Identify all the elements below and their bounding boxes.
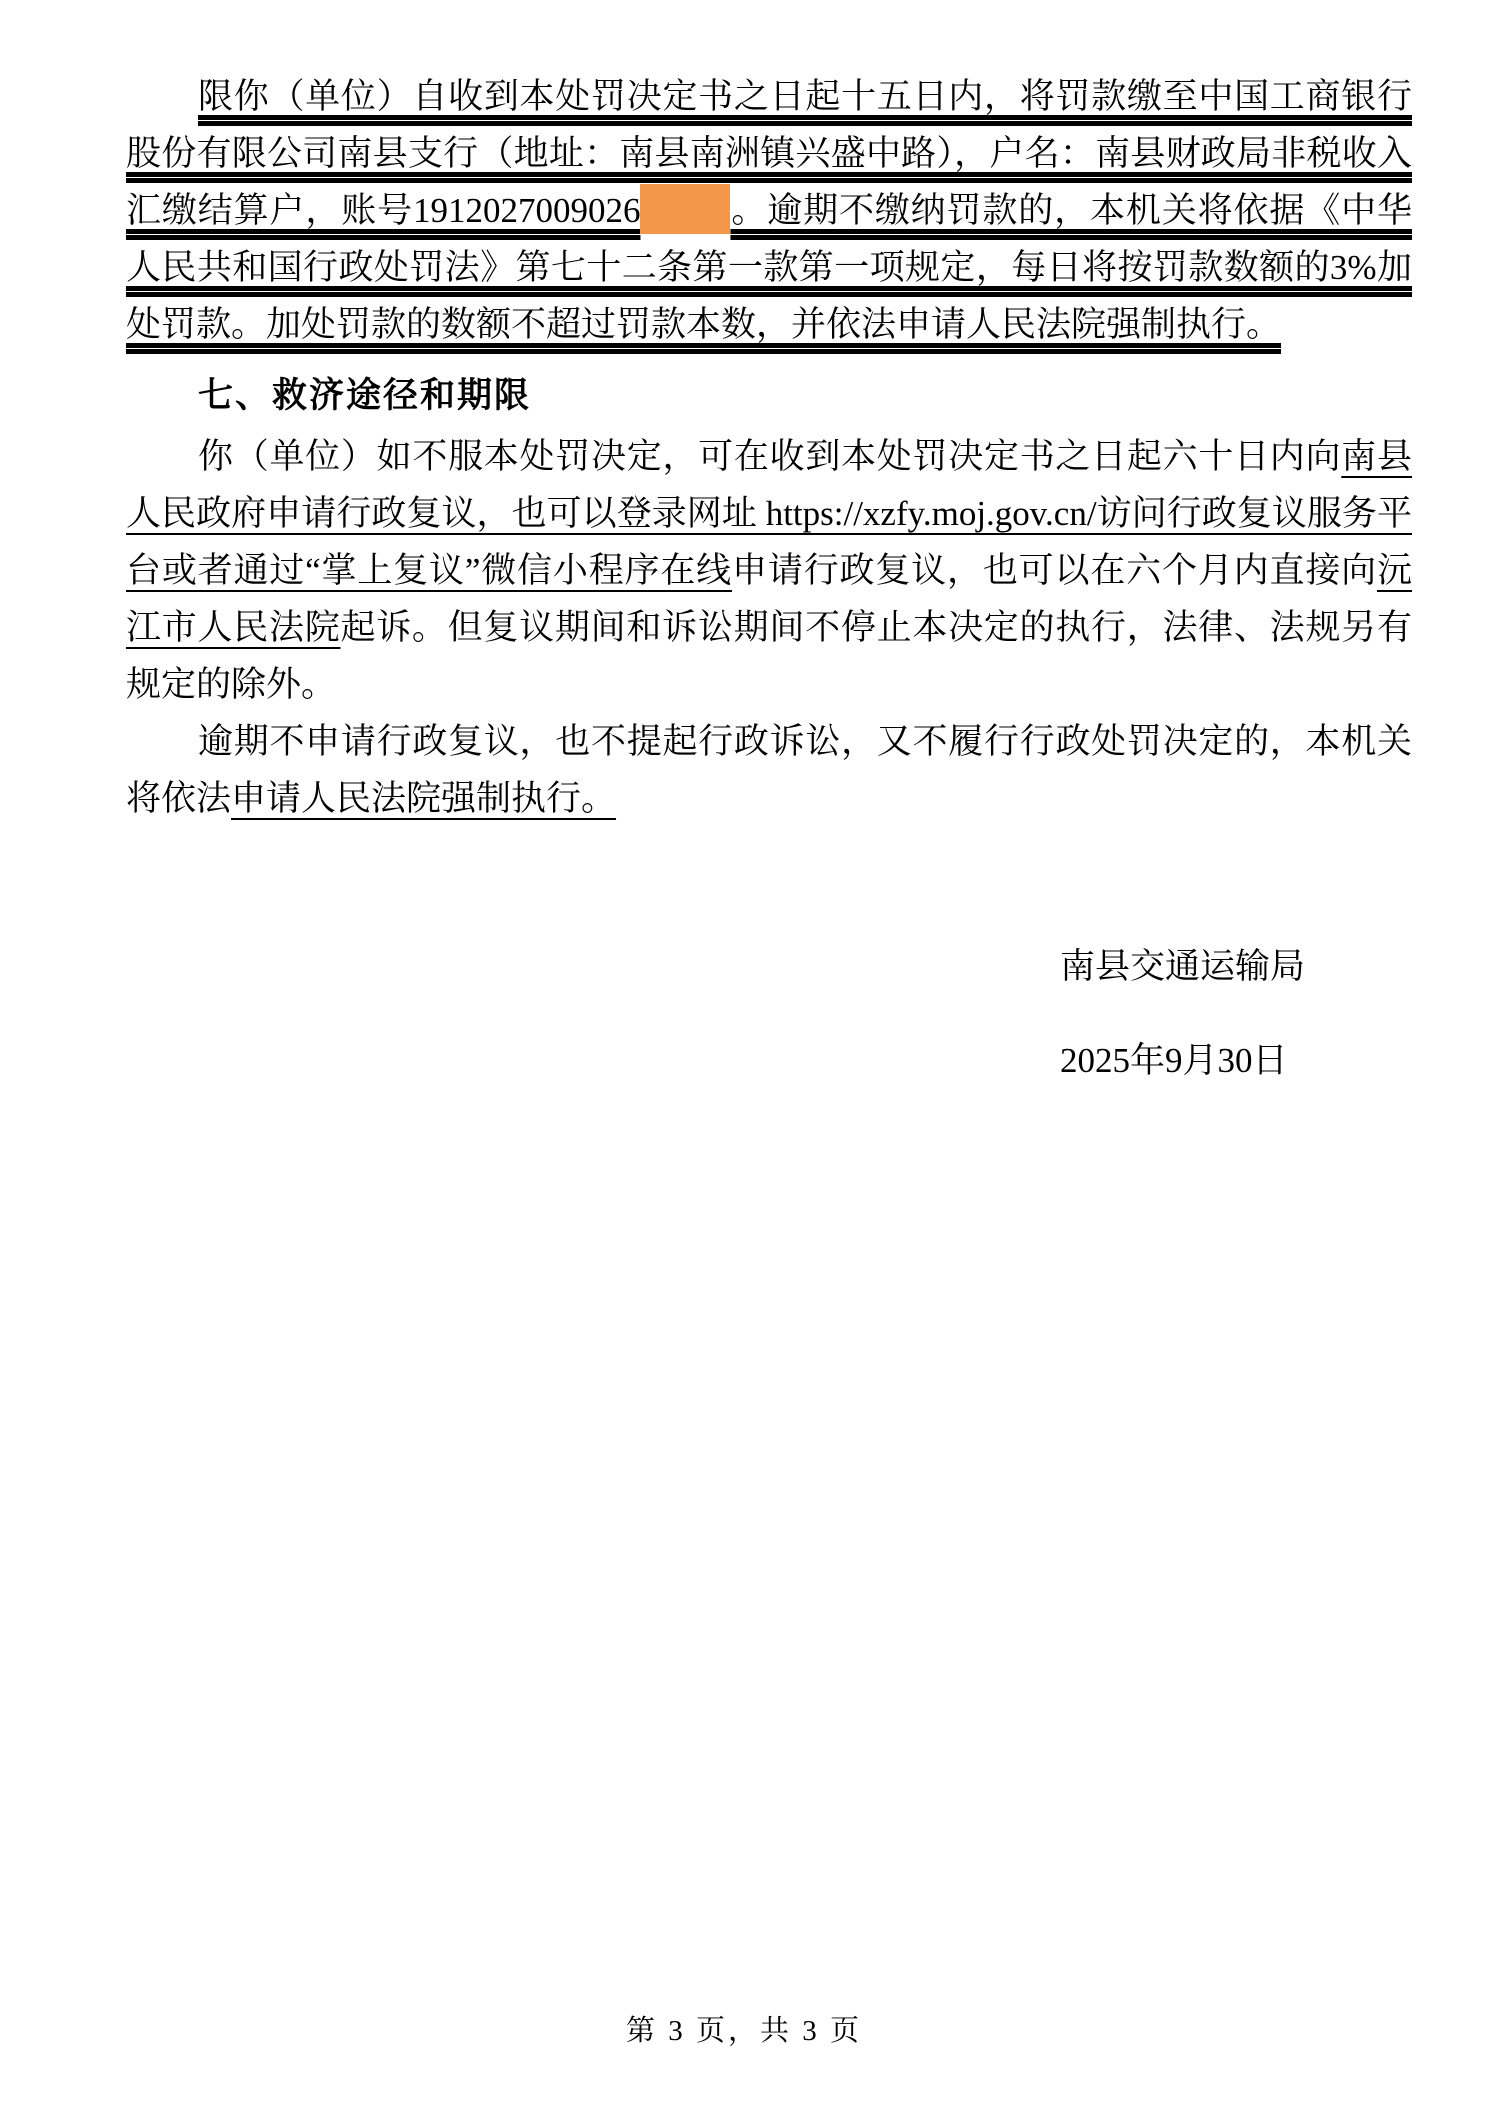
remedy-court-name-underlined: 沅江市人民法院 [126,551,1412,647]
payment-text-before-redaction: 限你（单位）自收到本处罚决定书之日起十五日内，将罚款缴至中国工商银行股份有限公司南县支行（地址：南县南洲镇兴盛中路），户名：南县财政局非税收入汇缴结算户，账号1912027009026 [126,77,1412,230]
remedy-seg3: 申请行政复议，也可以在六个月内直接向 [732,551,1377,590]
payment-text-after-redaction: 。逾期不缴纳罚款的，本机关将依据《中华人民共和国行政处罚法》第七十二条第一款第一项规定，每日将按罚款数额的3%加处罚款。加处罚款的数额不超过罚款本数，并依法申请人民法院强制执行。 [126,191,1412,344]
redaction-highlight [640,184,730,234]
remedy-review-channel-underlined: 南县人民政府申请行政复议，也可以登录网址 https://xzfy.moj.gov.cn/访问行政复议服务平台或者通过“掌上复议”微信小程序在线 [126,437,1412,590]
overdue-enforcement-underlined: 申请人民法院强制执行。 [231,779,617,818]
signature-date: 2025年9月30日 [1060,1041,1288,1080]
remedy-paragraph [126,428,1412,713]
penalty-payment-paragraph [126,68,1412,353]
remedy-seg5: 起诉。但复议期间和诉讼期间不停止本决定的执行，法律、法规另有规定的除外。 [126,608,1412,704]
overdue-enforcement-paragraph [126,713,1412,827]
section-heading-remedies: 七、救济途径和期限 [198,376,532,415]
payment-instruction-underlined [126,77,1412,344]
signature-block [1060,938,1305,1089]
document-page [126,68,1412,827]
remedy-seg1: 你（单位）如不服本处罚决定，可在收到本处罚决定书之日起六十日内向 [198,437,1342,476]
overdue-seg1: 逾期不申请行政复议，也不提起行政诉讼，又不履行行政处罚决定的，本机关将依法 [126,722,1412,818]
signature-agency: 南县交通运输局 [1060,947,1306,986]
page-footer: 第 3 页，共 3 页 [625,2015,862,2047]
